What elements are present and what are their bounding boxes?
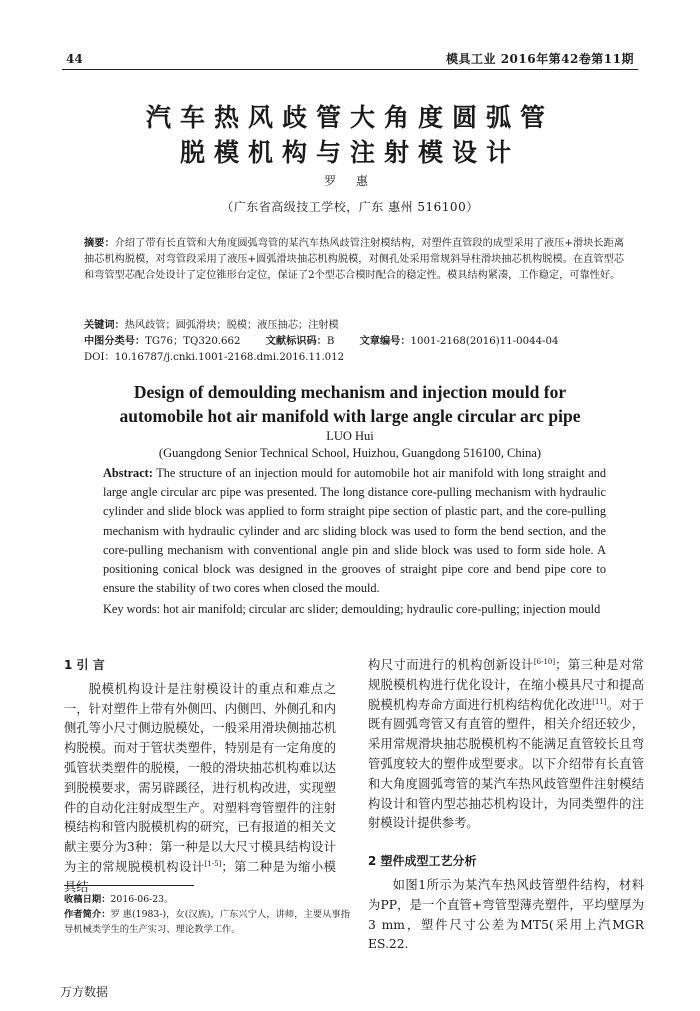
author-bio-label: 作者简介：: [64, 909, 111, 920]
english-affiliation: (Guangdong Senior Technical School, Huizhou, Guangdong 516100, China): [158, 446, 542, 460]
section-1-text-cont: ；第二种是为缩小模具结: [64, 859, 336, 894]
body-right-column: [368, 656, 644, 955]
section-1-cont-b: ；第三种是对常规脱模机构进行优化设计，在缩小模具尺寸和提高脱模机构寿命方面进行机构结构优化改进: [368, 658, 644, 712]
citation-11: [11]: [592, 697, 607, 706]
author-bio-text: 罗 惠(1983-)，女(汉族)，广东兴宁人，讲师，主要从事指导机械类学生的生产实习、理论教学工作。: [64, 909, 350, 935]
english-keywords-text: hot air manifold; circular arc slider; demoulding; hydraulic core-pulling; injection mould: [163, 602, 601, 616]
section-1-cont-a: 构尺寸而进行的机构创新设计: [368, 658, 534, 672]
author-bio: [64, 907, 350, 937]
header-rule: [62, 69, 638, 70]
english-title-line1: Design of demoulding mechanism and injection mould for: [133, 382, 567, 402]
received-date: [64, 892, 350, 907]
english-keywords: [103, 600, 606, 619]
english-title-line2: automobile hot air manifold with large angle circular arc pipe: [119, 406, 581, 426]
chinese-affiliation: （广东省高级技工学校，广东 惠州 516100）: [221, 200, 479, 214]
clc-value: TG76；TQ320.662: [145, 336, 241, 347]
chinese-author: 罗 惠: [324, 174, 376, 188]
citation-6-10: [6-10]: [533, 657, 556, 666]
chinese-title-line2: 脱模机构与注射模设计: [179, 138, 520, 167]
classification-row: [84, 334, 624, 350]
chinese-title-line1: 汽车热风歧管大角度圆弧管: [145, 103, 554, 132]
section-1-paragraph-1-continued: [368, 656, 644, 834]
section-2-paragraph-1: 如图1所示为某汽车热风歧管塑件结构，材料为PP，是一个直管+弯管型薄壳塑件，平均壁厚为3 mm，塑件尺寸公差为MT5(采用上汽MGR ES.22.: [368, 877, 644, 952]
section-1-cont-c: 。对于既有圆弧弯管又有直管的塑件，相关介绍还较少，采用常规滑块抽芯脱模机构不能满足直管较长且弯管弧度较大的塑件成型要求。以下介绍带有长直管和大角度圆弧弯管的某汽车热风歧管塑件注射模结构设计和管内型芯抽芯机构设计，为同类塑件的注射模设计提供参考。: [368, 697, 644, 831]
running-header: [62, 48, 638, 68]
doc-code-label: 文献标识码：: [265, 336, 327, 347]
english-abstract-label: Abstract:: [103, 466, 153, 480]
english-abstract-text: The structure of an injection mould for automobile hot air manifold with long straight and large angle circular arc pipe was presented. The long distance core-pulling mechanism with hydraulic cylinder and slide block was applied to form straight pipe section of plastic part, and the core-pulling mechanism with hydraulic cylinder and arc sliding block was used to form the bend section, and the core-pulling mechanism with conventional angle pin and slide block was used to form side hole. A positioning conical block was designed in the grooves of straight pipe core and bend pipe core to ensure the stability of two cores when closed the mould.: [103, 466, 606, 596]
english-title: [62, 380, 638, 428]
english-keywords-label: Key words:: [103, 602, 161, 616]
journal-name: 模具工业 2016年第42卷第11期: [446, 52, 634, 66]
doi-line: DOI：10.16787/j.cnki.1001-2168.dmi.2016.11.012: [84, 352, 345, 363]
footnote-rule: [64, 885, 194, 886]
chinese-abstract-text: 介绍了带有长直管和大角度圆弧弯管的某汽车热风歧管注射模结构，对塑件直管段的成型采用了液压+滑块长距离抽芯机构脱模，对弯管段采用了液压+圆弧滑块抽芯机构脱模，对侧孔处采用常规斜导柱滑块抽芯机构脱模。在直管型芯和弯管型芯配合处设计了定位锥形台定位，保证了2个型芯合模时配合的稳定性。模具结构紧凑，工作稳定，可靠性好。: [84, 238, 625, 281]
article-number-value: 1001-2168(2016)11-0044-04: [410, 336, 559, 347]
chinese-title: [62, 100, 638, 170]
english-author: LUO Hui: [326, 429, 374, 443]
article-number-label: 文章编号：: [359, 336, 411, 347]
english-abstract: [103, 464, 606, 598]
received-label: 收稿日期：: [64, 894, 111, 905]
doc-code-value: B: [326, 336, 335, 347]
section-1-heading: 1 引 言: [64, 658, 105, 672]
body-left-column: [64, 656, 336, 898]
chinese-keywords-text: 热风歧管；圆弧滑块；脱模；液压抽芯；注射模: [124, 320, 339, 331]
chinese-abstract: [84, 236, 624, 284]
section-1-text: 脱模机构设计是注射模设计的重点和难点之一，针对塑件上带有外侧凹、内侧凹、外侧孔和内侧孔等小尺寸侧边脱模处，一般采用滑块侧抽芯机构脱模。而对于管状类塑件，特别是有一定角度的弧管状类塑件的脱模，一般的滑块抽芯机构难以达到脱模要求，需另辟蹊径，进行机构改进，实现塑件的自动化注射成型生产。对塑料弯管塑件的注射模结构和管内脱模机构的研究，已有报道的相关文献主要分为3种：第一种是以大尺寸模具结构设计为主的常规脱模机构设计: [64, 681, 336, 874]
chinese-keywords-label: 关键词：: [84, 320, 125, 331]
chinese-abstract-label: 摘要：: [84, 238, 115, 249]
received-value: 2016-06-23。: [110, 894, 174, 905]
source-watermark: 万方数据: [60, 985, 109, 999]
citation-1-5: [1-5]: [204, 859, 222, 868]
chinese-keywords: [84, 318, 624, 334]
footnotes: [64, 892, 350, 937]
section-2-heading: 2 塑件成型工艺分析: [368, 854, 477, 869]
page-number: 44: [66, 52, 83, 66]
section-1-paragraph-1: [64, 680, 336, 898]
clc-label: 中图分类号：: [84, 336, 146, 347]
